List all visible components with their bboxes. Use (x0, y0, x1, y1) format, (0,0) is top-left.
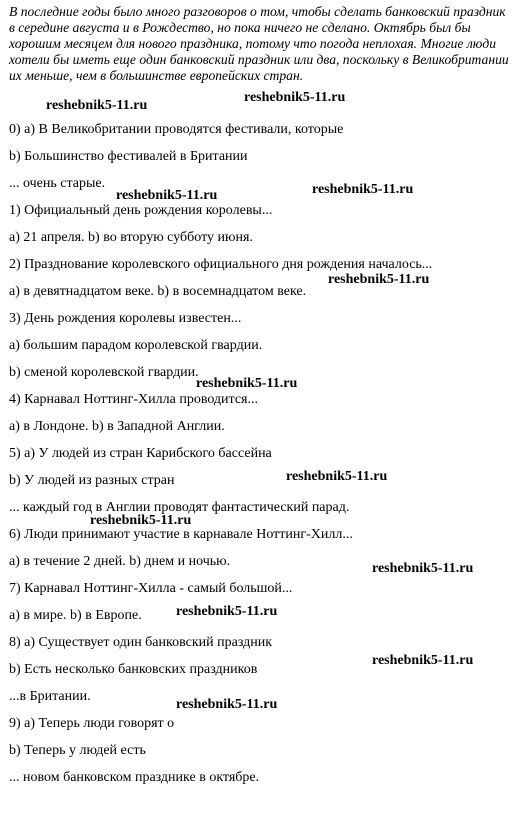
watermark-text: reshebnik5-11.ru (372, 561, 474, 576)
text-line: 6) Люди принимают участие в карнавале Ноттинг-Хилл... (9, 527, 353, 542)
text-line: 1) Официальный день рождения королевы... (9, 203, 273, 218)
watermark-text: reshebnik5-11.ru (244, 90, 346, 105)
text-line: a) в мире. b) в Европе. (9, 608, 142, 623)
watermark-text: reshebnik5-11.ru (312, 182, 414, 197)
text-line: 9) a) Теперь люди говорят о (9, 716, 175, 731)
watermark-text: reshebnik5-11.ru (372, 653, 474, 668)
text-line: ...в Британии. (9, 689, 91, 704)
watermark-text: reshebnik5-11.ru (46, 98, 148, 113)
watermark-text: reshebnik5-11.ru (116, 188, 218, 203)
text-line: b) У людей из разных стран (9, 473, 175, 488)
text-line: ... каждый год в Англии проводят фантастический парад. (9, 500, 350, 515)
watermark-text: reshebnik5-11.ru (286, 469, 388, 484)
watermark-text: reshebnik5-11.ru (176, 697, 278, 712)
watermark-text: reshebnik5-11.ru (176, 604, 278, 619)
text-line: b) сменой королевской гвардии. (9, 365, 199, 380)
text-line: 2) Празднование королевского официального дня рождения началось... (9, 257, 433, 272)
text-line: ... новом банковском празднике в октябре. (9, 770, 260, 785)
watermark-text: reshebnik5-11.ru (90, 513, 192, 528)
text-line: b) Большинство фестивалей в Британии (9, 149, 248, 164)
text-line: 8) a) Существует один банковский праздник (9, 635, 273, 650)
text-line: b) Есть несколько банковских праздников (9, 662, 258, 677)
intro-paragraph: В последние годы было много разговоров о том, чтобы сделать банковский праздник в середине августа и в Рождество, но пока ничего не сделано. Октябрь был бы хорошим месяцем для нового праздника, потому что погода неплохая. Многие люди хотели бы иметь еще один банковский праздник или два, поскольку в Великобритании их меньше, чем в большинстве европейских стран. (9, 4, 509, 83)
text-line: 0) a) В Великобритании проводятся фестивали, которые (9, 122, 344, 137)
text-line: ... очень старые. (9, 176, 106, 191)
text-line: a) 21 апреля. b) во вторую субботу июня. (9, 230, 253, 245)
text-line: 3) День рождения королевы известен... (9, 311, 242, 326)
text-line: a) большим парадом королевской гвардии. (9, 338, 263, 353)
text-line: a) в девятнадцатом веке. b) в восемнадцатом веке. (9, 284, 307, 299)
text-line: a) в Лондоне. b) в Западной Англии. (9, 419, 225, 434)
text-line: a) в течение 2 дней. b) днем и ночью. (9, 554, 231, 569)
text-line: 5) a) У людей из стран Карибского бассейна (9, 446, 272, 461)
watermark-text: reshebnik5-11.ru (196, 376, 298, 391)
text-line: b) Теперь у людей есть (9, 743, 146, 758)
text-line: 4) Карнавал Ноттинг-Хилла проводится... (9, 392, 258, 407)
text-line: 7) Карнавал Ноттинг-Хилла - самый большой... (9, 581, 293, 596)
watermark-text: reshebnik5-11.ru (328, 272, 430, 287)
